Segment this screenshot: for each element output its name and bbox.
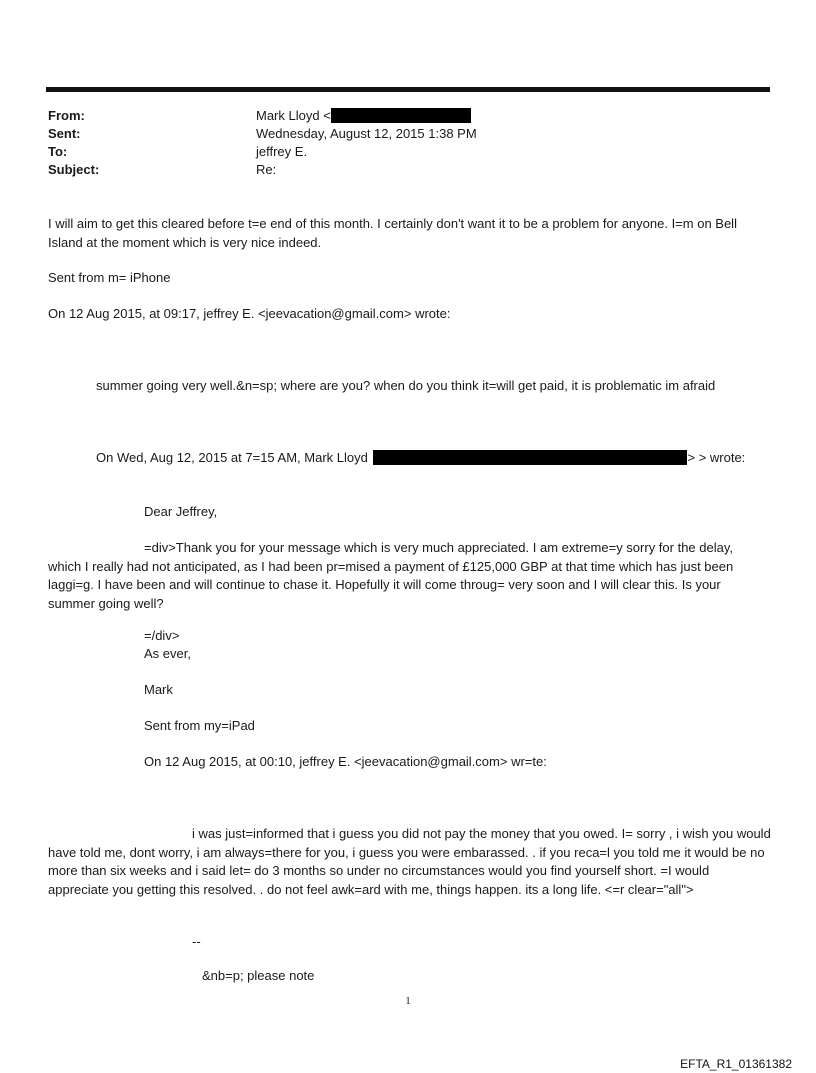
quote-header-2-end: > > wrote: — [687, 450, 746, 465]
quote-header-1: On 12 Aug 2015, at 09:17, jeffrey E. <jeevacation@gmail.com> wrote: — [48, 306, 451, 321]
sent-label: Sent: — [48, 126, 81, 141]
sent-value: Wednesday, August 12, 2015 1:38 PM — [256, 126, 477, 141]
from-name: Mark Lloyd < — [256, 108, 331, 123]
from-value — [256, 107, 471, 125]
quoted-paragraph-3: i was just=informed that i guess you did not pay the money that you owed. I= sorry , i wish you would have told me, dont worry, i am always=there for you, i guess you were embarassed. . if you reca=l you told me it would be no more than six weeks and i said let= do 3 months so under no circumstances would you find yourself short. =I would appreciate you getting this resolved. . do not feel awk=ard with me, things happen. its a long life. <=r clear="all"> — [48, 826, 771, 897]
header-rule — [46, 87, 770, 92]
salutation: Dear Jeffrey, — [144, 504, 218, 519]
quote-header-2-text: On Wed, Aug 12, 2015 at 7=15 AM, Mark Lloyd — [96, 450, 368, 465]
subject-label: Subject: — [48, 162, 100, 177]
signer-name: Mark — [144, 682, 173, 697]
signature-ipad: Sent from my=iPad — [144, 718, 255, 733]
quoted-paragraph-2: =div>Thank you for your message which is very much appreciated. I am extreme=y sorry for the delay, which I really had not anticipated, as I had been pr=mised a payment of £125,000 GBP at that time which has just been laggi=g. I have been and will continue to chase it. Hopefully it will come throug= very soon and I will clear this. Is your summer going well? — [48, 540, 734, 611]
signature-separator: -- — [192, 934, 201, 949]
note-line: &nb=p; please note — [202, 968, 315, 983]
redaction-box-2 — [373, 450, 687, 465]
quoted-paragraph-1: summer going very well.&n=sp; where are you? when do you think it=will get paid, it is problematic im afraid — [96, 378, 716, 393]
to-label: To: — [48, 144, 68, 159]
body-signature-iphone: Sent from m= iPhone — [48, 270, 171, 285]
from-label: From: — [48, 108, 85, 123]
document-id: EFTA_R1_01361382 — [680, 1057, 792, 1071]
subject-value: Re: — [256, 162, 277, 177]
closing: As ever, — [144, 646, 191, 661]
div-close: =/div> — [144, 628, 180, 643]
to-value: jeffrey E. — [256, 144, 308, 159]
redaction-box — [331, 108, 471, 123]
quote-header-3: On 12 Aug 2015, at 00:10, jeffrey E. <jeevacation@gmail.com> wr=te: — [144, 754, 547, 769]
page-number: 1 — [405, 995, 411, 1007]
quote-header-2 — [96, 449, 745, 468]
body-paragraph-1: I will aim to get this cleared before t=e end of this month. I certainly don't want it to be a problem for anyone. I=m on Bell Island at the moment which is very nice indeed. — [48, 216, 737, 250]
